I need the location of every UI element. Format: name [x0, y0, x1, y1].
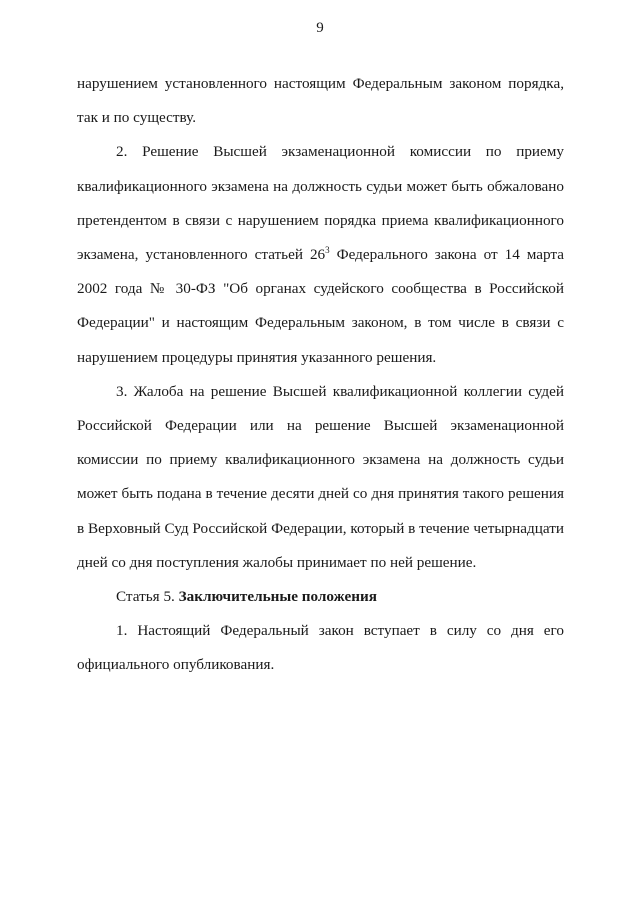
article-heading: [77, 580, 564, 614]
paragraph-item-2: [77, 135, 564, 374]
document-body: [77, 67, 564, 683]
superscript-article-number: 3: [325, 245, 330, 256]
item-2-text-before: 2. Решение Высшей экзаменационной комиссии по приему квалификационного экзамена на должность судьи может быть обжаловано претендентом в связи с нарушением порядка приема квалификационного экзамена, установленного статьей 26: [77, 143, 564, 264]
paragraph-continuation: нарушением установленного настоящим Федеральным законом порядка, так и по существу.: [77, 75, 564, 127]
item-2-text-after: Федерального закона от 14 марта 2002 года № 30-ФЗ "Об органах судейского сообщества в Российской Федерации" и настоящим Федеральным законом, в том числе в связи с нарушением процедуры принятия указанного решения.: [77, 246, 564, 366]
paragraph-article-5-item-1: 1. Настоящий Федеральный закон вступает в силу со дня его официального опубликования.: [77, 622, 564, 674]
article-label: Статья 5.: [116, 588, 179, 606]
paragraph-item-3: 3. Жалоба на решение Высшей квалификационной коллегии судей Российской Федерации или на решение Высшей экзаменационной комиссии по приему квалификационного экзамена на должность судьи может быть подана в течение десяти дней со дня принятия такого решения в Верховный Суд Российской Федерации, который в течение четырнадцати дней со дня поступления жалобы принимает по ней решение.: [77, 382, 564, 571]
article-title: Заключительные положения: [178, 588, 377, 606]
page-number: 9: [316, 20, 324, 36]
